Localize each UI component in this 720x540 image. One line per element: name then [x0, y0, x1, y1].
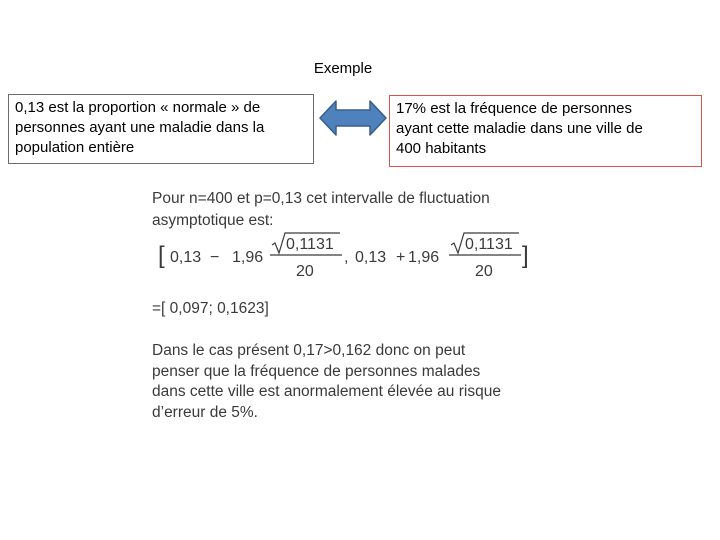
intro-line-1: Pour n=400 et p=0,13 cet intervalle de fluctuation [152, 190, 490, 207]
slide-title: Exemple [313, 60, 373, 77]
right-statement-box [389, 95, 702, 167]
coefficient-2: 1,96 [408, 249, 440, 266]
right-line-3: 400 habitants [396, 140, 487, 157]
open-bracket: [ [158, 242, 165, 269]
fraction-2 [449, 233, 521, 280]
left-line-2: personnes ayant une maladie dans la [15, 119, 265, 136]
plus-sign: + [396, 249, 406, 266]
interval-result: =[ 0,097; 0,1623] [152, 300, 269, 317]
intro-text [152, 188, 542, 232]
denominator-1: 20 [296, 263, 314, 280]
left-line-1: 0,13 est la proportion « normale » de [15, 99, 261, 116]
fraction-1 [270, 233, 342, 280]
close-bracket: ] [522, 242, 529, 269]
interval-formula [152, 232, 552, 282]
conclusion-line-3: dans cette ville est anormalement élevée au risque [152, 383, 501, 400]
p-value-2: 0,13 [355, 249, 387, 266]
conclusion-line-2: penser que la fréquence de personnes malades [152, 362, 481, 380]
numerator-1: 0,1131 [286, 236, 334, 253]
conclusion-line-1: Dans le cas présent 0,17>0,162 donc on peut [152, 342, 466, 359]
left-line-3: population entière [15, 139, 135, 156]
denominator-2: 20 [475, 263, 493, 280]
coefficient-1: 1,96 [232, 249, 264, 266]
double-arrow-icon [318, 98, 388, 138]
conclusion-text [152, 341, 542, 423]
minus-sign: − [210, 249, 220, 266]
p-value-1: 0,13 [170, 249, 202, 266]
left-statement-box [8, 94, 314, 164]
numerator-2: 0,1131 [465, 236, 513, 253]
comma-separator: , [344, 249, 349, 266]
right-line-1: 17% est la fréquence de personnes [396, 100, 632, 117]
right-line-2: ayant cette maladie dans une ville de [396, 120, 643, 137]
conclusion-line-4: d’erreur de 5%. [152, 403, 258, 421]
intro-line-2: asymptotique est: [152, 212, 274, 229]
